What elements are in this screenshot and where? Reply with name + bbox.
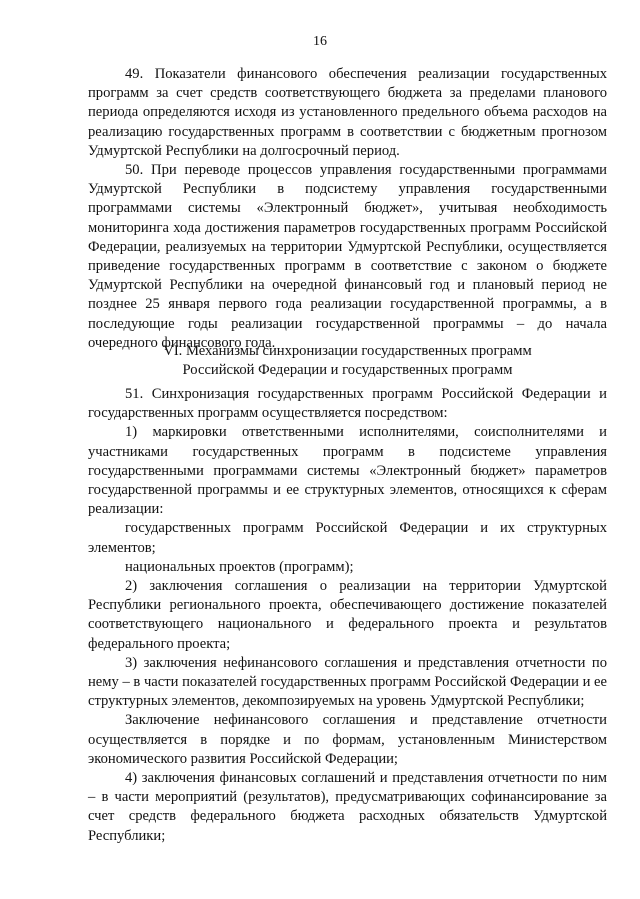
paragraph-49: 49. Показатели финансового обеспечения реализации государственных программ за счет средств соответствующего бюджета за пределами планового периода определяются исходя из установленного предельного объема расходов на реализацию государственных программ в соответствии с бюджетным прогнозом Удмуртской Республики на долгосрочный период. — [88, 66, 607, 159]
list-item-3: 3) заключения нефинансового соглашения и представления отчетности по нему – в части показателей государственных программ Российской Федерации и ее структурных элементов, декомпозируемых на уровень Удмуртской Республики; — [88, 654, 607, 710]
page-number: 16 — [313, 34, 327, 49]
list-item-2: 2) заключения соглашения о реализации на территории Удмуртской Республики регионального проекта, обеспечивающего достижение показателей соответствующего национального и федерального проекта и результатов федерального проекта; — [88, 578, 607, 652]
sub-item-national-projects: национальных проектов (программ); — [125, 558, 354, 575]
sub-item-state-programs: государственных программ Российской Федерации и их структурных элементов; — [88, 520, 607, 556]
text-block-bottom — [88, 385, 607, 846]
text-block-top — [88, 65, 607, 353]
paragraph-51: 51. Синхронизация государственных программ Российской Федерации и государственных программ осуществляется посредством: — [88, 386, 607, 422]
list-item-4: 4) заключения финансовых соглашений и представления отчетности по ним – в части мероприятий (результатов), предусматривающих софинансирование за счет средств федерального бюджета расходных обязательств Удмуртской Республики; — [88, 770, 607, 844]
paragraph-nonfinancial-agreement: Заключение нефинансового соглашения и представление отчетности осуществляется в порядке и по формам, установленным Министерством экономического развития Российской Федерации; — [88, 712, 607, 767]
paragraph-50: 50. При переводе процессов управления государственными программами Удмуртской Республики в подсистему управления государственными программами системы «Электронный бюджет», учитывая необходимость мониторинга хода достижения параметров государственных программ Российской Федерации, реализуемых на территории Удмуртской Республики, осуществляется приведение государственных программ в соответствие с законом о бюджете Удмуртской Республики на очередной финансовый год и плановый период не позднее 25 января первого года реализации государственной программы, а в последующие годы реализации государственной программы – до начала очередного финансового года. — [88, 162, 607, 351]
section-heading — [60, 342, 635, 380]
list-item-1: 1) маркировки ответственными исполнителями, соисполнителями и участниками государственных программ в подсистеме управления государственными программами системы «Электронный бюджет» параметров государственной программы и ее структурных элементов, относящихся к сферам реализации: — [88, 424, 607, 518]
section-heading-line-1: VI. Механизмы синхронизации государственных программ — [163, 343, 532, 359]
section-heading-line-2: Российской Федерации и государственных программ — [182, 362, 513, 379]
